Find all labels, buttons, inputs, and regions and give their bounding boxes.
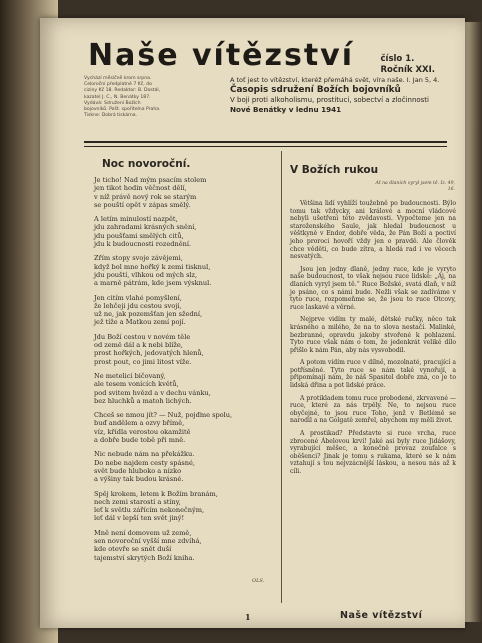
article-paragraph: A prostikad? Představte si ruce vrcha, ruce zbrocené Ábelovou krví! Jaké asi byly ruce Jidášovy, vyrabující měšec, a konečně provaz zoufalce s oběšenci? Jinak je tomu s rukama, které se k nám vztahují s tou nejvzácnější láskou, a nesou nás až k cíli. [290,430,456,475]
poem-line: jdu zahradami krásných snění, [94,223,197,232]
poem-stanza [94,254,276,287]
poem-stanza [94,372,276,405]
poem-line: bez hluchků a matoh lichých. [94,396,192,405]
volume: Ročník XXI. [380,65,435,75]
poem-line: od země dál a k nebi blíže, [94,341,183,350]
publication-blurb: Vychází měsíčně krom srpna. Celoroční předplatné 7 Kč, do ciziny Kč 18. Redaktor: B. Dostál, kazatel J. C., N. Benátky 187. Vydává: Sdružení Božích bojovníků. Pošt. spořitelna Praha. Tiskne: Dobrá tiskárna. [84,76,161,119]
poem-line: a marně pátrám, kde jsem výsknul. [94,279,212,288]
poem-line: Je ticho! Nad mým psacím stolem [94,176,207,184]
poem-line: Nic nebude nám na překážku. [94,450,195,459]
poem-line: ale tesem vonících květů, [94,380,179,389]
poem-line: leť k světlu zářícím nekonečným, [94,506,205,515]
article-paragraph: Jsou jen jedny dlaně, jedny ruce, kde je vyryto naše budoucnost, to však nejsou ruce lidské: „Aj, na dlaních vyryl jsem tě.“ Ruce Božské, svatá dlaň, v níž je psáno, co s námi bude. Nežli však se zadíváme v tyto ruce, rozpomeňme se, že jsou to ruce Otcovy, ruce laskavé a věrné. [290,265,456,311]
article-paragraph: A potom vidím ruce v dílně, mozolnaté, pracující a potřísněné. Tyto ruce se nám také vynořují, a připomínají nám, že náš Spasitel dobře zná, co je to lidská dřina a pot lidské práce. [290,359,456,390]
poem-line: že lehčeji jdu cestou svojí, [94,301,182,310]
article-paragraph: Většina lidí vyhlíží toužebně po budoucnosti. Býlo tomu tak vždycky, ani králové a mocní vládcové nebyli ušetřeni této zvědavosti. Vypočteme jen na staroženského Saule, jak hledal budoucnost u věštkyně v Endor, dobře věda, že Pán Boží a poctiví jeho proroci hovoří vždy jen o pravdě. Ale člověk chce věděti, co bude zítra, a hledá rad i ve věcech nesvatých. [290,200,456,261]
article-title: V Božích rukou [290,164,379,176]
poem-title: Noc novoroční. [102,158,191,170]
poem-line: kde otevře se snět duší [94,545,172,554]
poem-line: se pouští opět v zápas smělý. [94,200,191,209]
poem-line: Spěj krokem, letem k Božím branám, [94,489,218,498]
poem-line: v níž právě nový rok se starým [94,192,197,201]
poem-line: nech zemi starostí a stíny, [94,497,181,506]
column-divider [281,151,282,603]
poem-signature: OLS. [252,578,265,584]
poem-stanza [94,450,276,483]
poem-line: jdu poušťami smělých citů, [94,231,184,240]
issue-number: číslo 1. [380,54,415,64]
poem-line: leť dál v lepší ten svět jiný! [94,514,185,523]
poem-stanza [94,294,276,327]
poem-line: prost pout, co jimi litost víže. [94,357,192,366]
poem-stanza [94,333,276,366]
masthead-details [230,76,460,115]
tagline: V boji proti alkoholismu, prostituci, sobectví a zločinnosti [230,96,430,104]
poem-line: pod svitem hvězd a v dechu vánku, [94,388,211,397]
article-paragraph: Nejprve vidím ty malé, dětské ručky, něco tak krásného a milého, že na to slova nestačí. Malinké, bezbranné, opravdu jakoby stvořené k pohlazení. Tyto ruce však nám o tom, že jedenkrát veliké dílo přišlo k nám Pán, aby nás vysvobodil. [290,316,456,354]
poem-line: tajemství skrytých Boží kniha. [94,553,195,562]
poem-line: Jdu Boží cestou v novém těle [94,332,191,341]
page-number: 1 [245,612,251,622]
poem-line: a dobře bude tobě při mně. [94,436,186,445]
poem-line: sen novoroční vyšší mne zdvíhá, [94,536,202,545]
poem-line: buď andělem a ozvy břímě, [94,419,185,428]
poem-line: Chceš se nmou jít? — Nuž, pojďme spolu, [94,411,233,420]
poem-stanza [94,411,276,444]
poem-line: A letím minulostí nazpět, [94,215,178,224]
magazine-page [40,18,465,628]
poem-line: jdu pouští, vlhkou od mých slz, [94,270,198,279]
footer-journal-name: Naše vítězství [340,610,423,621]
article-paragraph: A protikladem tomu ruce probodené, zkrvavené — ruce, které za nás trpěly. Ne, to nejsou ruce obyčejné, to jsou ruce Toho, jenž v Betlémě se narodil a na Golgatě zemřel, abychom my měli život. [290,394,456,425]
poem-body [94,176,276,568]
poem-stanza [94,215,276,248]
poem-line: svět bude hluboko a nízko [94,466,182,475]
poem-line: Jen citím vlahé pomyšlení, [94,293,182,302]
poem-line: když bol mne hořký k zemi tisknul, [94,262,211,271]
article-body [290,200,456,481]
poem-line: jdu k budoucnosti rozednění. [94,240,192,249]
issue-info [381,54,436,76]
poem-line: Do nebe najdem cesty spásné, [94,458,196,467]
place-date: Nové Benátky v lednu 1941 [230,105,342,114]
poem-line: prost hořkých, jedovatých hlenů, [94,349,204,358]
poem-line: Mně není domovem už země, [94,528,192,537]
poem-line: víz, křídla verostou okamžitě [94,427,191,436]
poem-line: jež tíže a Matkou zemí pojí. [94,318,186,327]
poem-stanza [94,490,276,523]
poem-stanza [94,176,276,209]
poem-line: Ne metelicí bičovaný, [94,371,166,380]
subtitle: Časopis sdružení Božích bojovníků [230,85,401,95]
poem-stanza [94,529,276,562]
motto: A toť jest to vítězství, kteréž přemáhá svět, víra naše. I. Jan 5, 4. [230,76,440,84]
poem-line: a výšiny tak budou krásné. [94,475,184,484]
poem-line: jen tikot hodin věčnost dělí, [94,184,187,193]
masthead-title: Naše vítězství [88,38,355,73]
page-edges [465,22,482,622]
article-epigraph: Ať na dlaních vyryl jsem tě. Iz. 49, 16. [375,181,455,192]
poem-line: Zřím stopy svoje závějemi, [94,254,183,263]
masthead-rule [84,141,447,147]
poem-line: už ne, jak pozemšťan jen sžední, [94,310,203,319]
